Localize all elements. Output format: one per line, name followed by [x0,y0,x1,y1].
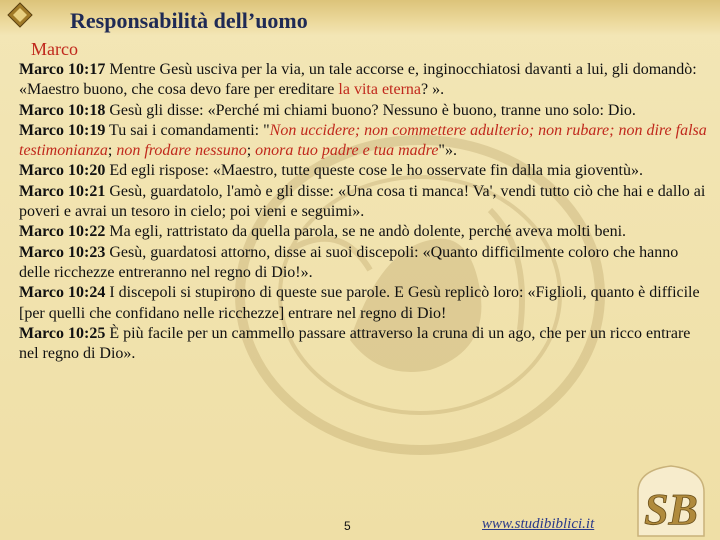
verse-25 [19,324,709,365]
logo-letters: SB [644,485,698,534]
verse-ref: Marco 10:18 [19,101,106,119]
verse-highlight: onora tuo padre e tua madre [255,142,439,160]
verse-text: Mentre Gesù usciva per la via, un tale accorse e, inginocchiatosi davanti a lui, gli domandò: «Maestro buono, che cosa devo fare per ereditare [19,61,697,99]
verse-ref: Marco 10:17 [19,61,106,78]
verse-text: "». [438,142,457,160]
verse-21 [19,182,709,223]
verse-text: Ed egli rispose: «Maestro, tutte queste cose le ho osservate fin dalla mia gioventù». [105,162,643,180]
slide-subtitle: Marco [31,39,78,59]
verse-highlight: Non uccidere; non commettere adulterio; non rubare; non dire falsa testimonianza [19,121,707,160]
verse-ref: Marco 10:23 [19,243,106,261]
verse-text: Gesù, guardatolo, l'amò e gli disse: «Una cosa ti manca! Va', vendi tutto ciò che hai e dallo ai poveri e avrai un tesoro in cielo; poi vieni e seguimi». [19,182,706,221]
verse-23 [19,243,709,284]
verse-list [19,60,709,364]
verse-ref: Marco 10:24 [19,284,106,302]
verse-22 [19,222,709,242]
diamond-icon [7,2,33,28]
verse-20 [19,161,709,181]
slide-title: Responsabilità dell’uomo [70,8,308,33]
verse-19 [19,121,709,162]
verse-text: ; [246,142,256,160]
verse-highlight: la vita eterna [338,81,422,99]
verse-ref: Marco 10:20 [19,162,106,180]
verse-ref: Marco 10:22 [19,223,106,241]
verse-18 [19,101,709,121]
site-link[interactable]: www.studibiblici.it [482,516,595,532]
studibiblici-logo-icon [628,462,714,538]
verse-text: ? ». [421,81,445,99]
verse-text: Gesù gli disse: «Perché mi chiami buono? Nessuno è buono, tranne uno solo: Dio. [105,101,636,119]
verse-text: I discepoli si stupirono di queste sue parole. E Gesù replicò loro: «Figlioli, quanto è difficile [per quelli che confidano nelle ricchezze] entrare nel regno di Dio! [19,284,700,322]
page-number: 5 [344,519,351,533]
verse-text: È più facile per un cammello passare attraverso la cruna di un ago, che per un ricco entrare nel regno di Dio». [19,324,691,363]
verse-text: ; [107,142,117,160]
verse-text: Gesù, guardatosi attorno, disse ai suoi discepoli: «Quanto difficilmente coloro che hanno delle ricchezze entreranno nel regno di Dio!». [19,243,679,281]
verse-ref: Marco 10:19 [19,121,106,139]
verse-17 [19,60,709,101]
verse-text: Tu sai i comandamenti: " [105,121,270,139]
verse-ref: Marco 10:25 [19,324,106,342]
verse-highlight: non frodare nessuno [116,142,247,160]
verse-text: Ma egli, rattristato da quella parola, se ne andò dolente, perché aveva molti beni. [105,223,627,241]
verse-24 [19,283,709,324]
verse-ref: Marco 10:21 [19,182,106,200]
